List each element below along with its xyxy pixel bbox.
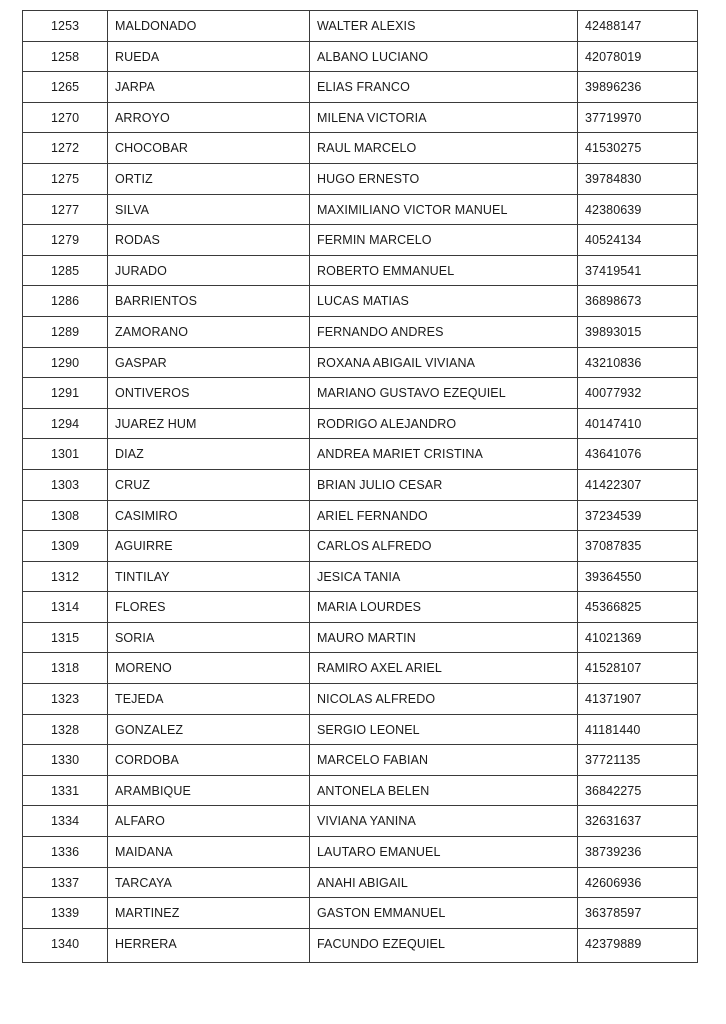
given-names-cell: HUGO ERNESTO: [310, 163, 578, 194]
surname-cell: TINTILAY: [108, 561, 310, 592]
table-row: [23, 133, 698, 164]
table-row: [23, 806, 698, 837]
table-row: [23, 163, 698, 194]
table-row: [23, 102, 698, 133]
surname-cell: CRUZ: [108, 469, 310, 500]
roster-table-body: [23, 11, 698, 963]
table-row: [23, 225, 698, 256]
surname-cell: MORENO: [108, 653, 310, 684]
surname-cell: GASPAR: [108, 347, 310, 378]
id-number-cell: 39896236: [578, 72, 698, 103]
surname-cell: MALDONADO: [108, 11, 310, 42]
surname-cell: AGUIRRE: [108, 531, 310, 562]
given-names-cell: SERGIO LEONEL: [310, 714, 578, 745]
row-number-cell: 1330: [23, 745, 108, 776]
surname-cell: CORDOBA: [108, 745, 310, 776]
row-number-cell: 1279: [23, 225, 108, 256]
row-number-cell: 1277: [23, 194, 108, 225]
table-row: [23, 928, 698, 962]
given-names-cell: MAURO MARTIN: [310, 622, 578, 653]
surname-cell: JURADO: [108, 255, 310, 286]
table-row: [23, 378, 698, 409]
row-number-cell: 1340: [23, 928, 108, 962]
given-names-cell: ROXANA ABIGAIL VIVIANA: [310, 347, 578, 378]
surname-cell: ARAMBIQUE: [108, 775, 310, 806]
surname-cell: RUEDA: [108, 41, 310, 72]
table-row: [23, 837, 698, 868]
given-names-cell: MARIA LOURDES: [310, 592, 578, 623]
given-names-cell: ARIEL FERNANDO: [310, 500, 578, 531]
given-names-cell: FACUNDO EZEQUIEL: [310, 928, 578, 962]
id-number-cell: 42379889: [578, 928, 698, 962]
row-number-cell: 1286: [23, 286, 108, 317]
surname-cell: BARRIENTOS: [108, 286, 310, 317]
row-number-cell: 1315: [23, 622, 108, 653]
id-number-cell: 37419541: [578, 255, 698, 286]
row-number-cell: 1275: [23, 163, 108, 194]
table-row: [23, 898, 698, 929]
id-number-cell: 39784830: [578, 163, 698, 194]
row-number-cell: 1290: [23, 347, 108, 378]
table-row: [23, 592, 698, 623]
table-row: [23, 194, 698, 225]
table-row: [23, 286, 698, 317]
given-names-cell: LAUTARO EMANUEL: [310, 837, 578, 868]
given-names-cell: MARCELO FABIAN: [310, 745, 578, 776]
row-number-cell: 1312: [23, 561, 108, 592]
id-number-cell: 39893015: [578, 316, 698, 347]
table-row: [23, 255, 698, 286]
id-number-cell: 42380639: [578, 194, 698, 225]
id-number-cell: 36842275: [578, 775, 698, 806]
given-names-cell: ALBANO LUCIANO: [310, 41, 578, 72]
given-names-cell: FERNANDO ANDRES: [310, 316, 578, 347]
id-number-cell: 36898673: [578, 286, 698, 317]
id-number-cell: 43210836: [578, 347, 698, 378]
given-names-cell: RAMIRO AXEL ARIEL: [310, 653, 578, 684]
id-number-cell: 39364550: [578, 561, 698, 592]
table-row: [23, 622, 698, 653]
given-names-cell: RAUL MARCELO: [310, 133, 578, 164]
id-number-cell: 40524134: [578, 225, 698, 256]
surname-cell: ORTIZ: [108, 163, 310, 194]
row-number-cell: 1291: [23, 378, 108, 409]
surname-cell: TEJEDA: [108, 684, 310, 715]
table-row: [23, 41, 698, 72]
id-number-cell: 41371907: [578, 684, 698, 715]
row-number-cell: 1272: [23, 133, 108, 164]
row-number-cell: 1253: [23, 11, 108, 42]
surname-cell: MAIDANA: [108, 837, 310, 868]
id-number-cell: 41021369: [578, 622, 698, 653]
row-number-cell: 1289: [23, 316, 108, 347]
row-number-cell: 1323: [23, 684, 108, 715]
id-number-cell: 42606936: [578, 867, 698, 898]
row-number-cell: 1308: [23, 500, 108, 531]
table-row: [23, 500, 698, 531]
row-number-cell: 1303: [23, 469, 108, 500]
id-number-cell: 41422307: [578, 469, 698, 500]
row-number-cell: 1265: [23, 72, 108, 103]
id-number-cell: 40147410: [578, 408, 698, 439]
row-number-cell: 1337: [23, 867, 108, 898]
given-names-cell: JESICA TANIA: [310, 561, 578, 592]
row-number-cell: 1339: [23, 898, 108, 929]
row-number-cell: 1328: [23, 714, 108, 745]
table-row: [23, 72, 698, 103]
surname-cell: CHOCOBAR: [108, 133, 310, 164]
surname-cell: ARROYO: [108, 102, 310, 133]
given-names-cell: MARIANO GUSTAVO EZEQUIEL: [310, 378, 578, 409]
surname-cell: ZAMORANO: [108, 316, 310, 347]
id-number-cell: 42078019: [578, 41, 698, 72]
table-row: [23, 714, 698, 745]
given-names-cell: MAXIMILIANO VICTOR MANUEL: [310, 194, 578, 225]
surname-cell: HERRERA: [108, 928, 310, 962]
id-number-cell: 41530275: [578, 133, 698, 164]
table-row: [23, 469, 698, 500]
id-number-cell: 45366825: [578, 592, 698, 623]
surname-cell: JARPA: [108, 72, 310, 103]
given-names-cell: VIVIANA YANINA: [310, 806, 578, 837]
table-row: [23, 531, 698, 562]
row-number-cell: 1309: [23, 531, 108, 562]
id-number-cell: 37721135: [578, 745, 698, 776]
given-names-cell: GASTON EMMANUEL: [310, 898, 578, 929]
table-row: [23, 316, 698, 347]
surname-cell: ONTIVEROS: [108, 378, 310, 409]
row-number-cell: 1258: [23, 41, 108, 72]
surname-cell: TARCAYA: [108, 867, 310, 898]
id-number-cell: 37719970: [578, 102, 698, 133]
id-number-cell: 38739236: [578, 837, 698, 868]
row-number-cell: 1270: [23, 102, 108, 133]
id-number-cell: 36378597: [578, 898, 698, 929]
roster-table: [22, 10, 698, 963]
given-names-cell: ROBERTO EMMANUEL: [310, 255, 578, 286]
row-number-cell: 1334: [23, 806, 108, 837]
row-number-cell: 1336: [23, 837, 108, 868]
given-names-cell: FERMIN MARCELO: [310, 225, 578, 256]
table-row: [23, 653, 698, 684]
id-number-cell: 37234539: [578, 500, 698, 531]
given-names-cell: ANAHI ABIGAIL: [310, 867, 578, 898]
given-names-cell: CARLOS ALFREDO: [310, 531, 578, 562]
given-names-cell: LUCAS MATIAS: [310, 286, 578, 317]
surname-cell: SORIA: [108, 622, 310, 653]
id-number-cell: 32631637: [578, 806, 698, 837]
row-number-cell: 1294: [23, 408, 108, 439]
id-number-cell: 41181440: [578, 714, 698, 745]
row-number-cell: 1285: [23, 255, 108, 286]
table-row: [23, 408, 698, 439]
given-names-cell: BRIAN JULIO CESAR: [310, 469, 578, 500]
given-names-cell: ELIAS FRANCO: [310, 72, 578, 103]
id-number-cell: 43641076: [578, 439, 698, 470]
table-row: [23, 347, 698, 378]
given-names-cell: NICOLAS ALFREDO: [310, 684, 578, 715]
surname-cell: RODAS: [108, 225, 310, 256]
given-names-cell: WALTER ALEXIS: [310, 11, 578, 42]
surname-cell: CASIMIRO: [108, 500, 310, 531]
id-number-cell: 41528107: [578, 653, 698, 684]
surname-cell: DIAZ: [108, 439, 310, 470]
row-number-cell: 1301: [23, 439, 108, 470]
given-names-cell: RODRIGO ALEJANDRO: [310, 408, 578, 439]
surname-cell: GONZALEZ: [108, 714, 310, 745]
table-row: [23, 745, 698, 776]
surname-cell: FLORES: [108, 592, 310, 623]
surname-cell: SILVA: [108, 194, 310, 225]
given-names-cell: ANTONELA BELEN: [310, 775, 578, 806]
table-row: [23, 684, 698, 715]
surname-cell: JUAREZ HUM: [108, 408, 310, 439]
surname-cell: MARTINEZ: [108, 898, 310, 929]
table-row: [23, 867, 698, 898]
id-number-cell: 42488147: [578, 11, 698, 42]
table-row: [23, 11, 698, 42]
id-number-cell: 37087835: [578, 531, 698, 562]
table-row: [23, 775, 698, 806]
row-number-cell: 1314: [23, 592, 108, 623]
table-row: [23, 561, 698, 592]
table-row: [23, 439, 698, 470]
given-names-cell: MILENA VICTORIA: [310, 102, 578, 133]
row-number-cell: 1331: [23, 775, 108, 806]
row-number-cell: 1318: [23, 653, 108, 684]
id-number-cell: 40077932: [578, 378, 698, 409]
given-names-cell: ANDREA MARIET CRISTINA: [310, 439, 578, 470]
surname-cell: ALFARO: [108, 806, 310, 837]
